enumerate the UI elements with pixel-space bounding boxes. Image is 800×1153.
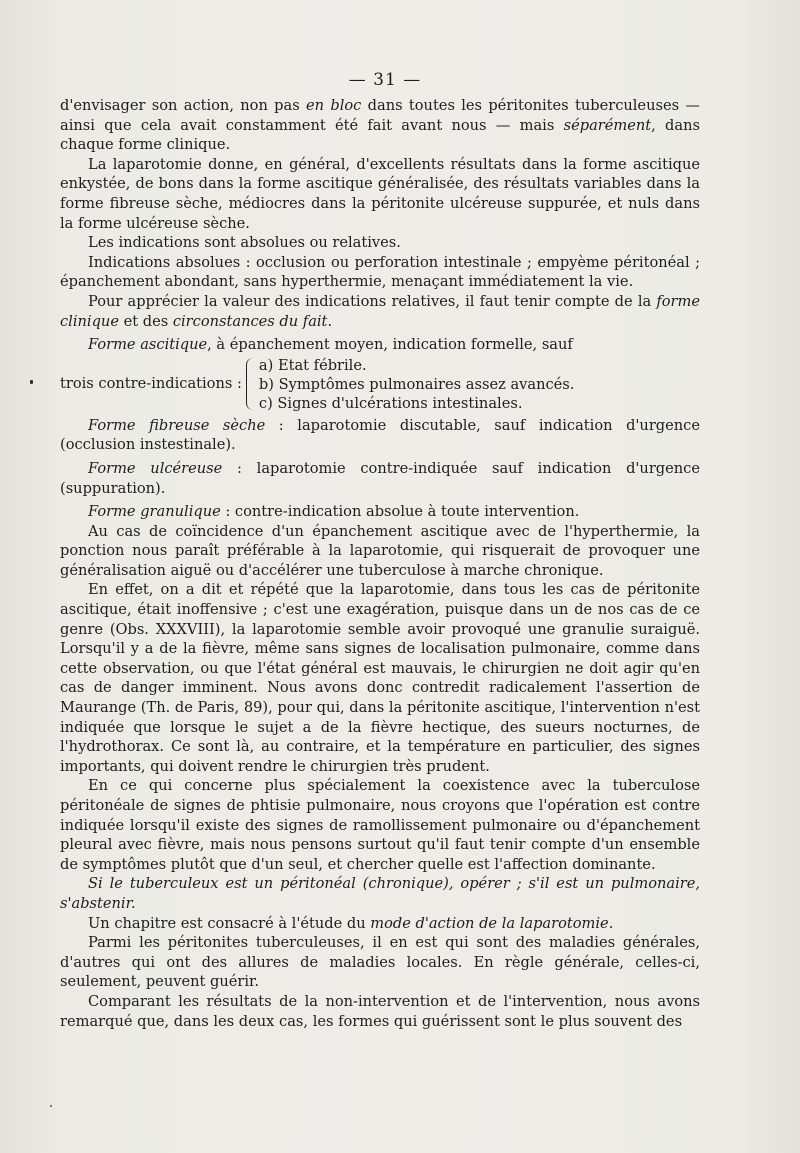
margin-mark [30, 380, 33, 384]
paragraph-15: Parmi les péritonites tuberculeuses, il en est qui sont des maladies générales, d'autres qui ont des allures de maladies locales. En règle générale, celles-ci, seulement, peuvent guérir. [60, 934, 700, 991]
body-text [60, 96, 700, 1031]
paragraph-10: Au cas de coïncidence d'un épanchement ascitique avec de l'hyperthermie, la ponction nous paraît préférable à la laparotomie, qui risquerait de provoquer une généralisation aiguë ou d'accélérer une tuberculose à marche chronique. [60, 522, 700, 579]
paragraph-11: En effet, on a dit et répété que la laparotomie, dans tous les cas de péritonite ascitique, était inoffensive ; c'est une exagération, puisque dans un de nos cas de ce genre (Obs. XXXVIII), la laparotomie semble avoir provoqué une granulie suraiguë. Lorsqu'il y a de la fièvre, même sans signes de localisation pulmonaire, comme dans cette observation, ou que l'état général est mauvais, le chirurgien ne doit agir qu'en cas de danger imminent. Nous avons donc contredit radicalement l'assertion de Maurange (Th. de Paris, 89), pour qui, dans la péritonite ascitique, l'intervention n'est indiquée que lorsque le sujet a de la fièvre hectique, des sueurs nocturnes, de l'hydrothorax. Ce sont là, au contraire, et la température en particulier, des signes importants, qui doivent rendre le chirurgien très prudent. [60, 581, 700, 775]
page-number: — 31 — [348, 70, 422, 90]
list-item: b) Symptômes pulmonaires assez avancés. [258, 375, 575, 393]
paragraph-2: La laparotomie donne, en général, d'excellents résultats dans la forme ascitique enkystée, de bons dans la forme ascitique généralisée, des résultats variables dans la forme fibreuse sèche, médiocres dans la péritonite ulcéreuse suppurée, et nuls dans la forme ulcéreuse sèche. [60, 155, 700, 232]
paragraph-9: Forme granulique : contre-indication absolue à toute intervention. [88, 503, 580, 521]
paragraph-5: Pour apprécier la valeur des indications relatives, il faut tenir compte de la forme clinique et des circonstances du fait. [60, 292, 700, 330]
list-item: c) Signes d'ulcérations intestinales. [258, 394, 523, 412]
paragraph-16: Comparant les résultats de la non-intervention et de l'intervention, nous avons remarqué que, dans les deux cas, les formes qui guérissent sont le plus souvent des [60, 992, 700, 1030]
list-item: a) Etat fébrile. [258, 356, 367, 374]
paragraph-13: Si le tuberculeux est un péritonéal (chronique), opérer ; s'il est un pulmonaire, s'abstenir. [60, 875, 700, 912]
paragraph-8: Forme ulcéreuse : laparotomie contre-indiquée sauf indication d'urgence (suppuration). [60, 459, 700, 497]
paragraph-7: Forme fibreuse sèche : laparotomie discutable, sauf indication d'urgence (occlusion instestinale). [60, 416, 700, 454]
contraindications-lead: trois contre-indications : [60, 375, 242, 393]
paragraph-12: En ce qui concerne plus spécialement la coexistence avec la tuberculose péritonéale de signes de phtisie pulmonaire, nous croyons que l'opération est contre indiquée lorsqu'il existe des signes de ramollissement pulmonaire ou d'épanchement pleural avec fièvre, mais nous pensons surtout qu'il faut tenir compte d'un ensemble de symptômes plutôt que d'un seul, et chercher quelle est l'affection dominante. [60, 777, 700, 873]
paragraph-1: d'envisager son action, non pas en bloc dans toutes les péritonites tuberculeuses — ainsi que cela avait constamment été fait avant nous — mais séparément, dans chaque forme clinique. [60, 97, 700, 154]
brace [246, 358, 253, 410]
paragraph-6: Forme ascitique, à épanchement moyen, indication formelle, sauf [88, 336, 573, 354]
margin-speck [50, 1105, 52, 1107]
paragraph-4: Indications absolues : occlusion ou perforation intestinale ; empyème péritonéal ; épanchement abondant, sans hyperthermie, menaçant immédiatement la vie. [60, 253, 700, 291]
paragraph-3: Les indications sont absolues ou relatives. [88, 234, 401, 252]
paragraph-14: Un chapitre est consacré à l'étude du mode d'action de la laparotomie. [88, 914, 614, 932]
contraindications-items [259, 356, 575, 413]
contraindications-list [60, 356, 700, 413]
